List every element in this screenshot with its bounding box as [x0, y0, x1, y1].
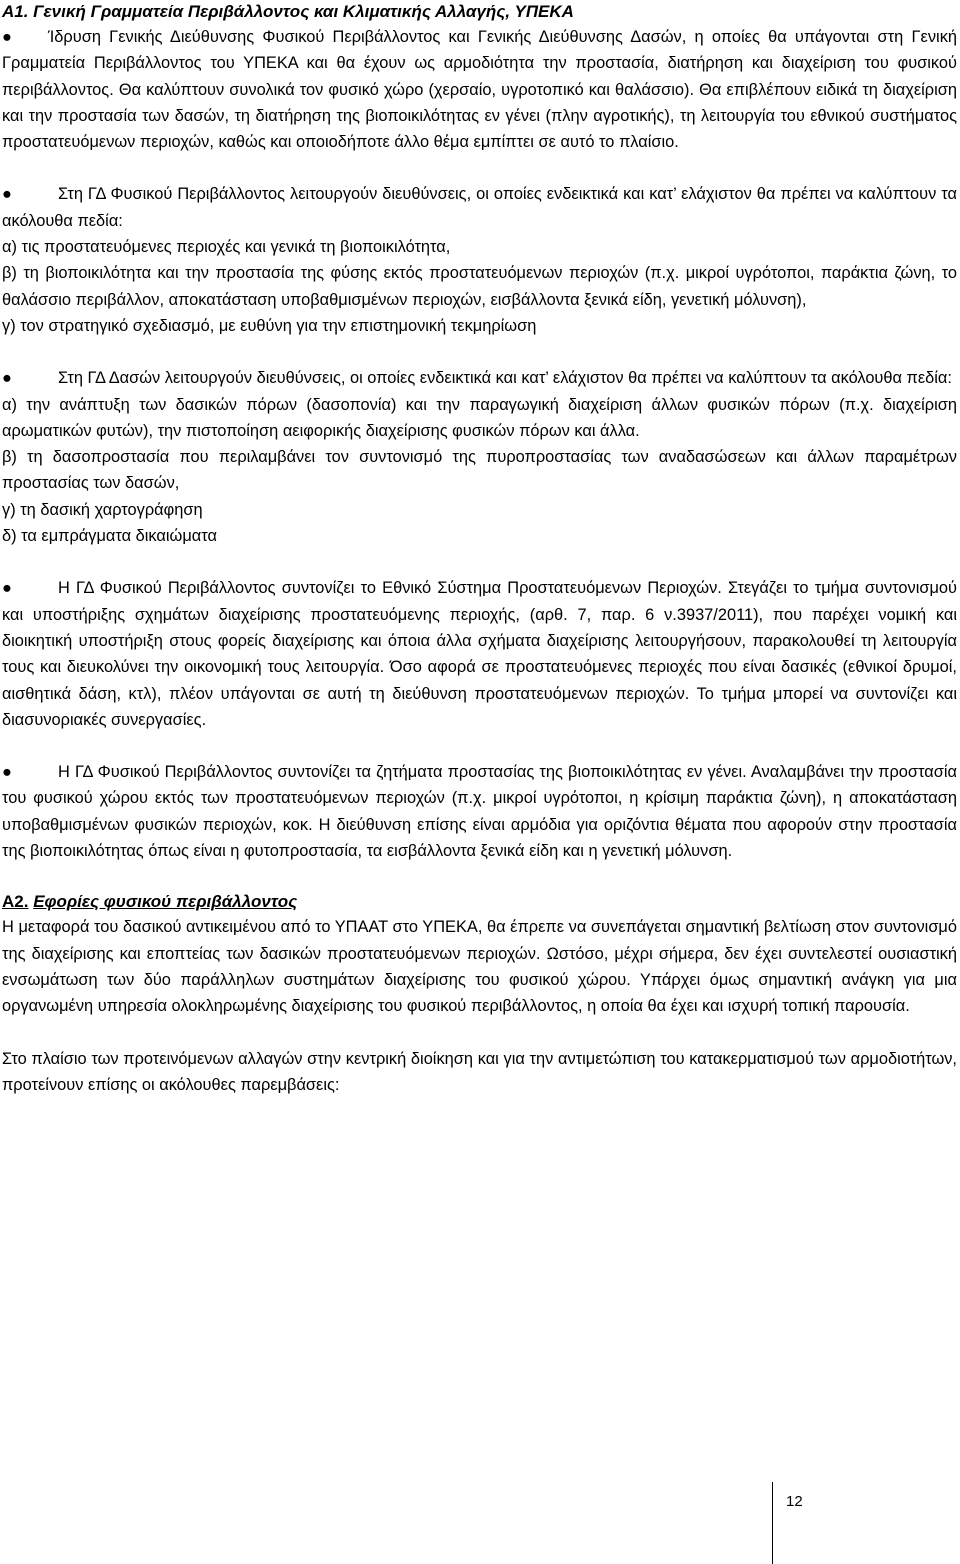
- bullet-3-intro-text: Στη ΓΔ Δασών λειτουργούν διευθύνσεις, οι οποίες ενδεικτικά και κατ’ ελάχιστον θα πρέπει να καλύπτουν τα ακόλουθα πεδία:: [58, 369, 952, 388]
- bullet-1: [2, 24, 957, 155]
- spacer: [2, 864, 957, 890]
- spacer: [2, 733, 957, 759]
- list-item: γ) τη δασική χαρτογράφηση: [2, 500, 203, 519]
- list-item: β) τη δασοπροστασία που περιλαμβάνει τον συντονισμό της πυροπροστασίας των αναδασώσεων και άλλων παραμέτρων προστασίας των δασών,: [2, 448, 957, 493]
- section-a2-paragraph-2: Στο πλαίσιο των προτεινόμενων αλλαγών στην κεντρική διοίκηση και για την αντιμετώπιση του κατακερματισμού των αρμοδιοτήτων, προτείνουν επίσης οι ακόλουθες παρεμβάσεις:: [2, 1049, 957, 1094]
- spacer: [2, 155, 957, 181]
- bullet-icon: ●: [2, 369, 12, 388]
- section-a2-paragraph-1: Η μεταφορά του δασικού αντικειμένου από το ΥΠΑΑΤ στο ΥΠΕΚΑ, θα έπρεπε να συνεπάγεται σημαντική βελτίωση στον συντονισμό της διαχείρισης και εποπτείας των δασικών προστατευόμενων περιοχών. Ωστόσο, μέχρι σήμερα, δεν έχει συντελεστεί ουσιαστική ενσωμάτωση των δύο παράλληλων συστημάτων διαχείρισης του φυσικού χώρου. Υπάρχει όμως σημαντική ανάγκη για μια οργανωμένη υπηρεσία ολοκληρωμένης διαχείρισης του φυσικού περιβάλλοντος, η οποία θα έχει και ισχυρή τοπική παρουσία.: [2, 918, 957, 1016]
- page-number: 12: [786, 1493, 803, 1510]
- spacer: [2, 549, 957, 575]
- bullet-5-text: Η ΓΔ Φυσικού Περιβάλλοντος συντονίζει τα ζητήματα προστασίας της βιοποικιλότητας εν γένει. Αναλαμβάνει την προστασία του φυσικού χώρου εκτός των προστατευόμενων περιοχών (π.χ. μικροί υγρότοποι, η κρίσιμη παράκτια ζώνη), η αποκατάσταση υποβαθμισμένων φυσικών περιοχών, κοκ. Η διεύθυνση επίσης είναι αρμόδια για οριζόντια θέματα που αφορούν στην προστασία της βιοποικιλότητας όπως είναι η φυτοπροστασία, τα εισβάλλοντα ξενικά είδη και η γενετική μόλυνση.: [2, 763, 957, 861]
- section-a2-title: Εφορίες φυσικού περιβάλλοντος: [33, 892, 298, 912]
- list-item: α) τις προστατευόμενες περιοχές και γενικά τη βιοποικιλότητα,: [2, 238, 451, 257]
- section-a2-heading: [2, 890, 957, 914]
- bullet-4: [2, 575, 957, 733]
- list-item: γ) τον στρατηγικό σχεδιασμό, με ευθύνη για την επιστημονική τεκμηρίωση: [2, 316, 537, 335]
- bullet-icon: ●: [2, 185, 12, 204]
- list-item: δ) τα εμπράγματα δικαιώματα: [2, 527, 217, 546]
- section-a2-number: A2.: [2, 892, 29, 912]
- document-body: [2, 0, 957, 1098]
- bullet-3-intro: [2, 365, 957, 391]
- bullet-icon: ●: [2, 763, 12, 782]
- bullet-icon: ●: [2, 579, 12, 598]
- spacer: [2, 339, 957, 365]
- bullet-icon: ●: [2, 28, 12, 46]
- spacer: [2, 1020, 957, 1046]
- bullet-4-text: Η ΓΔ Φυσικού Περιβάλλοντος συντονίζει το Εθνικό Σύστημα Προστατευόμενων Περιοχών. Στεγάζει το τμήμα συντονισμού και υποστήριξης σχημάτων διαχείρισης προστατευόμενης περιοχής, (αρθ. 7, παρ. 6 ν.3937/2011), που παρέχει νομική και διοικητική υποστήριξη στους φορείς διαχείρισης και όποια άλλα σχήματα διαχείρισης λειτουργήσουν, παρακολουθεί τη λειτουργία τους και διευκολύνει την οικονομική τους λειτουργία. Όσο αφορά σε προστατευόμενες περιοχές που είναι δασικές (εθνικοί δρυμοί, αισθητικά δάση, κτλ), πλέον υπάγονται σε αυτή τη διεύθυνση προστατευόμενων περιοχών. Το τμήμα μπορεί να συντονίζει και διασυνοριακές συνεργασίες.: [2, 579, 957, 729]
- bullet-2-intro: [2, 181, 957, 234]
- list-item: β) τη βιοποικιλότητα και την προστασία της φύσης εκτός προστατευόμενων περιοχών (π.χ. μικροί υγρότοποι, παράκτια ζώνη, το θαλάσσιο περιβάλλον, αποκατάσταση υποβαθμισμένων περιοχών, εισβάλλοντα ξενικά είδη, γενετική μόλυνση),: [2, 264, 957, 309]
- bullet-1-text: Ίδρυση Γενικής Διεύθυνσης Φυσικού Περιβάλλοντος και Γενικής Διεύθυνσης Δασών, η οποίες θα υπάγονται στη Γενική Γραμματεία Περιβάλλοντος του ΥΠΕΚΑ και θα έχουν ως αρμοδιότητα την προστασία, διατήρηση και διαχείριση του φυσικού περιβάλλοντος. Θα καλύπτουν συνολικά τον φυσικό χώρο (χερσαίο, υγροτοπικό και θαλάσσιο). Θα επιβλέπουν ειδικά τη διαχείριση και την προστασία των δασών, τη διατήρηση της βιοποικιλότητας εν γένει (πλην αγροτικής), τη λειτουργία του εθνικού συστήματος προστατευόμενων περιοχών, καθώς και οποιοδήποτε άλλο θέμα εμπίπτει σε αυτό το πλαίσιο.: [2, 28, 957, 152]
- bullet-2-intro-text: Στη ΓΔ Φυσικού Περιβάλλοντος λειτουργούν διευθύνσεις, οι οποίες ενδεικτικά και κατ’ ελάχιστον θα πρέπει να καλύπτουν τα ακόλουθα πεδία:: [2, 185, 957, 230]
- list-item: α) την ανάπτυξη των δασικών πόρων (δασοπονία) και την παραγωγική διαχείριση άλλων φυσικών πόρων (π.χ. διαχείριση αρωματικών φυτών), την πιστοποίηση αειφορικής διαχείρισης φυσικών πόρων και άλλα.: [2, 395, 957, 440]
- section-a1-heading: A1. Γενική Γραμματεία Περιβάλλοντος και Κλιματικής Αλλαγής, ΥΠΕΚΑ: [2, 2, 574, 21]
- bullet-5: [2, 759, 957, 864]
